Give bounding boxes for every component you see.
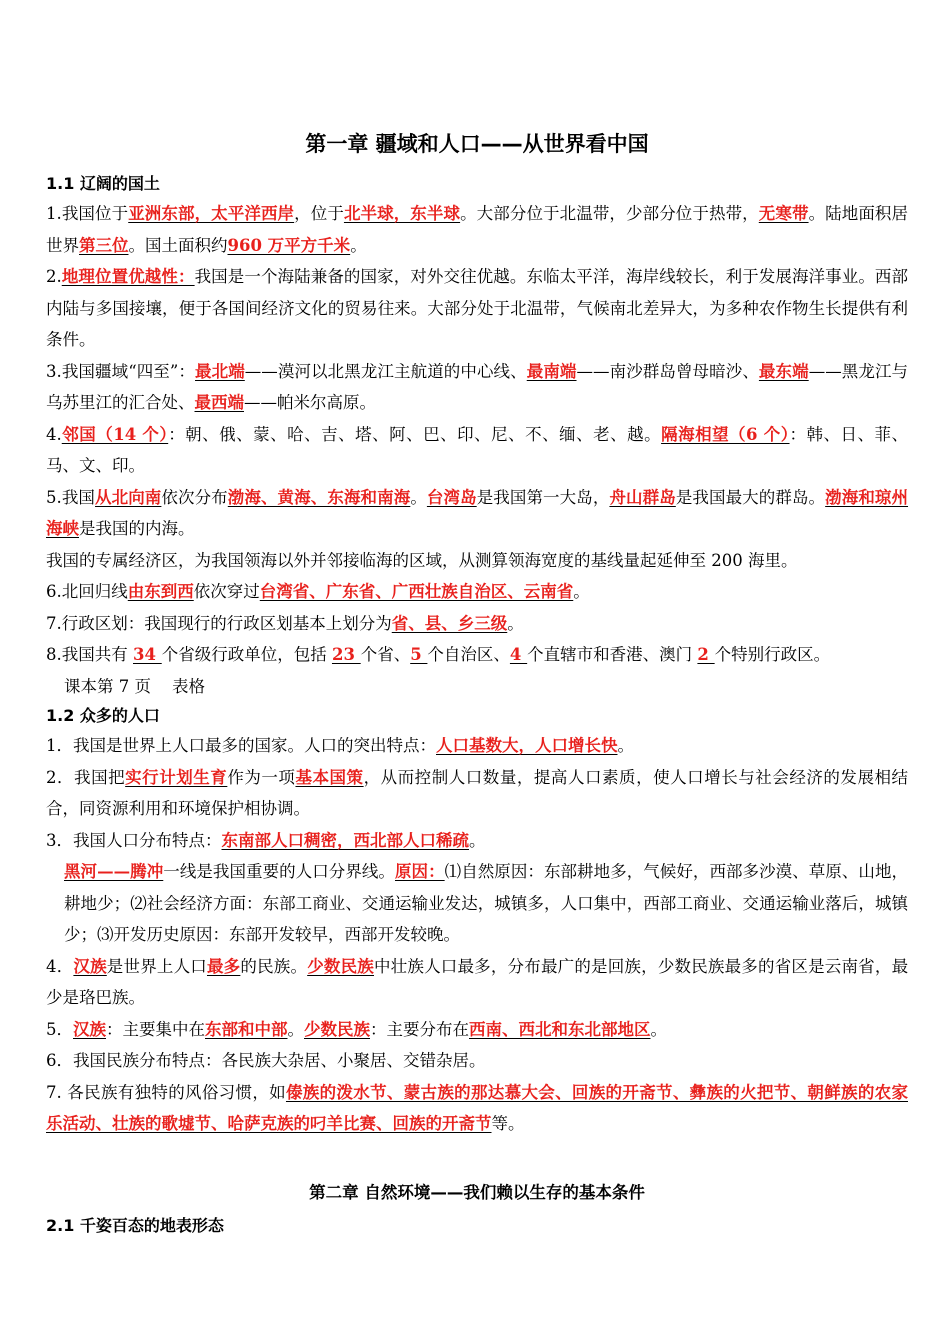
para-1-1-5: 5.我国从北向南依次分布渤海、黄海、东海和南海。台湾岛是我国第一大岛，舟山群岛是我国最大的群岛。渤海和琼州海峡是我国的内海。 bbox=[46, 487, 909, 538]
para-1-1-6: 6.北回归线由东到西依次穿过台湾省、广东省、广西壮族自治区、云南省。 bbox=[46, 582, 590, 601]
document-page bbox=[46, 128, 908, 1240]
para-1-1-2: 2.地理位置优越性：我国是一个海陆兼备的国家，对外交往优越。东临太平洋，海岸线较长，利于发展海洋事业。西部内陆与多国接壤，便于各国间经济文化的贸易往来。大部分处于北温带，气候南北差异大，为多种农作物生长提供有利条件。 bbox=[46, 267, 909, 349]
section-1-2-heading: 1.2 众多的人口 bbox=[46, 706, 160, 725]
para-1-1-4: 4.邻国（14 个）：朝、俄、蒙、哈、吉、塔、阿、巴、印、尼、不、缅、老、越。隔海相望（6 个）：韩、日、菲、马、文、印。 bbox=[46, 424, 909, 475]
para-1-2-3-reasons: 黑河——腾冲一线是我国重要的人口分界线。原因：⑴自然原因：东部耕地多，气候好，西部多沙漠、草原、山地，耕地少；⑵社会经济方面：东部工商业、交通运输业发达，城镇多，人口集中，西部工商业、交通运输业落后，城镇少；⑶开发历史原因：东部开发较早，西部开发较晚。 bbox=[64, 862, 909, 944]
para-1-2-3: 3．我国人口分布特点：东南部人口稠密，西北部人口稀疏。 bbox=[46, 830, 486, 850]
para-1-1-3: 3.我国疆域“四至”：最北端——漠河以北黑龙江主航道的中心线、最南端——南沙群岛曾母暗沙、最东端——黑龙江与乌苏里江的汇合处、最西端——帕米尔高原。 bbox=[46, 361, 909, 412]
para-1-2-4: 4．汉族是世界上人口最多的民族。少数民族中壮族人口最多，分布最广的是回族，少数民族最多的省区是云南省，最少是珞巴族。 bbox=[46, 956, 909, 1007]
section-1-1-heading: 1.1 辽阔的国土 bbox=[46, 174, 160, 193]
para-1-2-1: 1．我国是世界上人口最多的国家。人口的突出特点：人口基数大，人口增长快。 bbox=[46, 736, 634, 755]
para-1-2-5: 5．汉族：主要集中在东部和中部。少数民族：主要分布在西南、西北和东北部地区。 bbox=[46, 1019, 667, 1039]
para-1-1-eez: 我国的专属经济区，为我国领海以外并邻接临海的区域，从测算领海宽度的基线量起延伸至 200 海里。 bbox=[46, 550, 798, 570]
chapter-2-title: 第二章 自然环境——我们赖以生存的基本条件 bbox=[309, 1182, 645, 1202]
para-1-2-6: 6．我国民族分布特点：各民族大杂居、小聚居、交错杂居。 bbox=[46, 1051, 486, 1070]
chapter-1-title: 第一章 疆域和人口——从世界看中国 bbox=[305, 132, 649, 156]
para-1-2-2: 2．我国把实行计划生育作为一项基本国策，从而控制人口数量，提高人口素质，使人口增长与社会经济的发展相结合，同资源利用和环境保护相协调。 bbox=[46, 767, 909, 818]
para-1-1-7: 7.行政区划：我国现行的行政区划基本上划分为省、县、乡三级。 bbox=[46, 613, 524, 633]
para-1-1-8: 8.我国共有 34 个省级行政单位，包括 23 个省、5 个自治区、4 个直辖市和香港、澳门 2 个特别行政区。 bbox=[46, 645, 831, 664]
para-1-1-textbook-note: 课本第 7 页 表格 bbox=[64, 676, 205, 696]
para-1-2-7: 7. 各民族有独特的风俗习惯，如傣族的泼水节、蒙古族的那达慕大会、回族的开斋节、彝族的火把节、朝鲜族的农家乐活动、壮族的歌墟节、哈萨克族的叼羊比赛、回族的开斋节等。 bbox=[46, 1082, 908, 1133]
section-2-1-heading: 2.1 千姿百态的地表形态 bbox=[46, 1215, 224, 1235]
para-1-1-1: 1.我国位于亚洲东部，太平洋西岸，位于北半球，东半球。大部分位于北温带，少部分位于热带，无寒带。陆地面积居世界第三位。国土面积约960 万平方千米。 bbox=[46, 204, 909, 255]
